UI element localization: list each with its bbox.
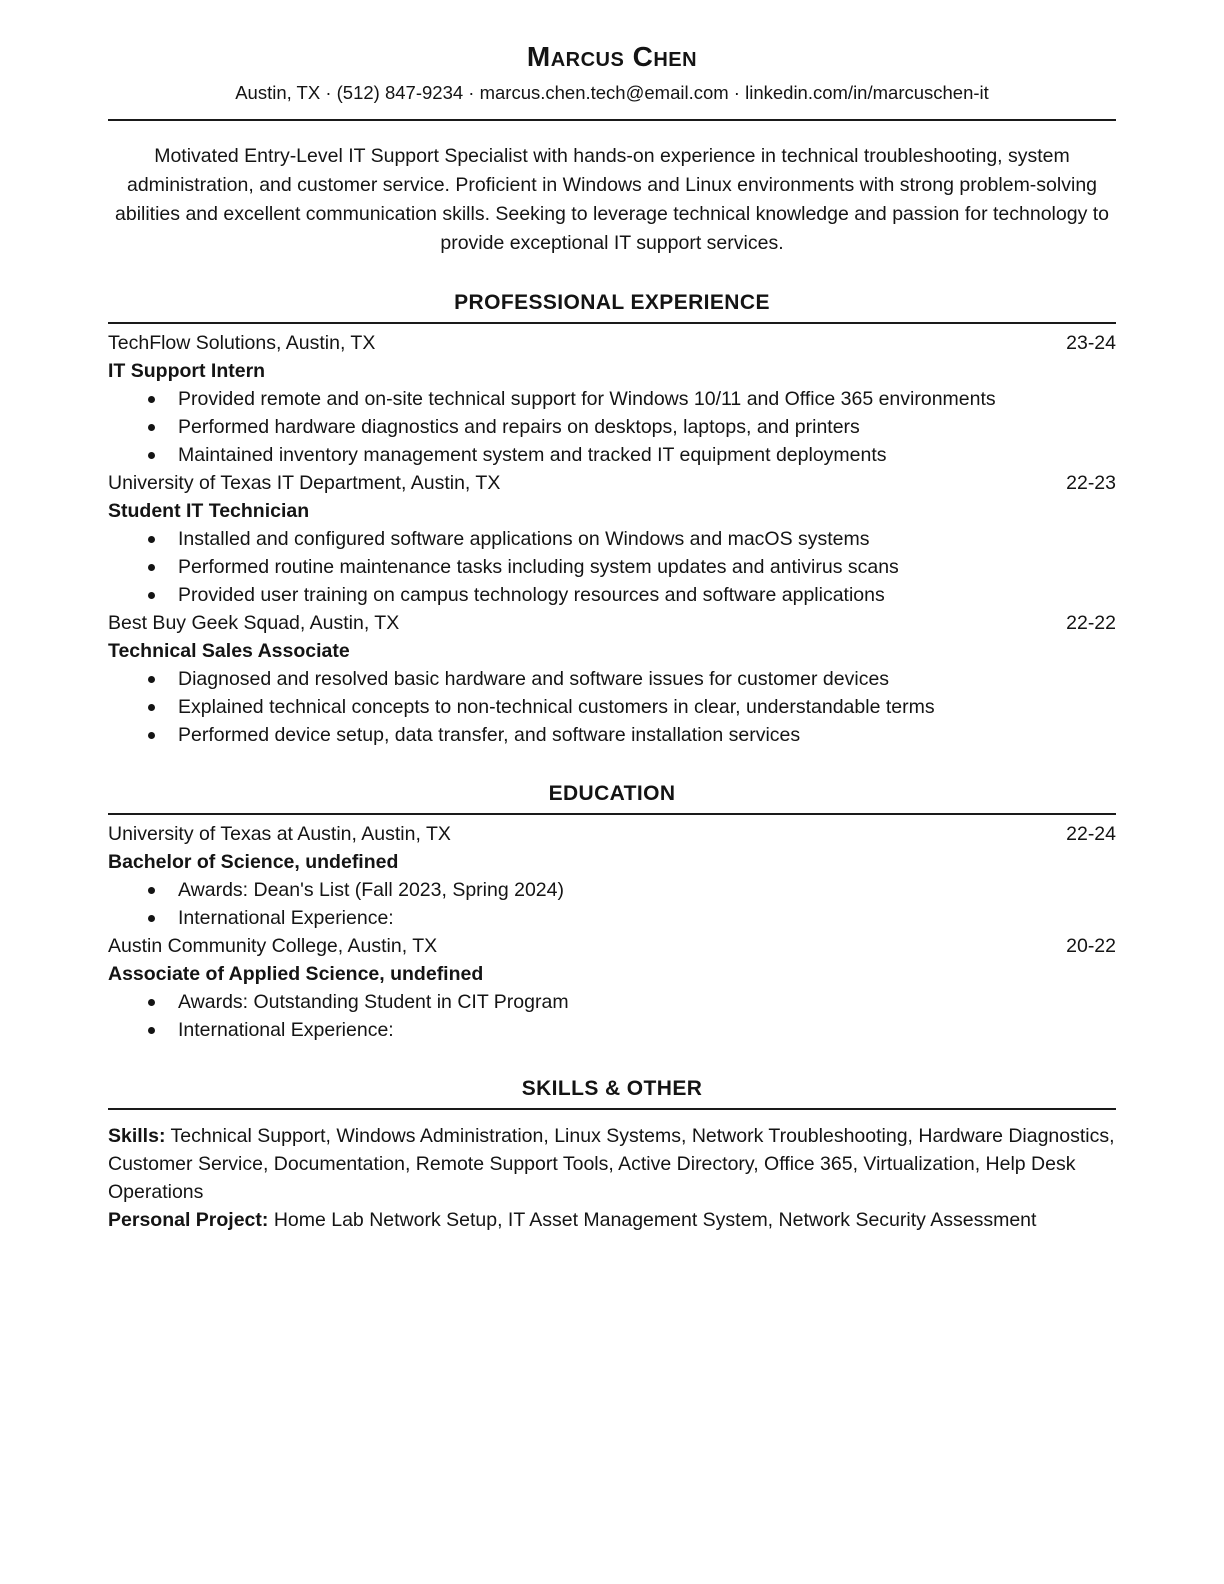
- bullet-item: Performed device setup, data transfer, and software installation services: [108, 721, 1116, 749]
- school-dates: 22-24: [1066, 823, 1116, 845]
- bullet-item: Awards: Dean's List (Fall 2023, Spring 2024): [108, 876, 1116, 904]
- job-header-row: [108, 329, 1116, 357]
- job-company: TechFlow Solutions, Austin, TX: [108, 332, 376, 354]
- school-bullet-list: [108, 988, 1116, 1044]
- job-header-row: [108, 469, 1116, 497]
- bullet-item: Installed and configured software applications on Windows and macOS systems: [108, 525, 1116, 553]
- bullet-item: International Experience:: [108, 1016, 1116, 1044]
- skills-heading: SKILLS & OTHER: [108, 1076, 1116, 1110]
- school-degree: Bachelor of Science, undefined: [108, 851, 399, 873]
- job-bullet-list: [108, 385, 1116, 469]
- job-dates: 22-23: [1066, 472, 1116, 494]
- bullet-item: Awards: Outstanding Student in CIT Program: [108, 988, 1116, 1016]
- job-company: Best Buy Geek Squad, Austin, TX: [108, 612, 400, 634]
- section-skills: [108, 1076, 1116, 1234]
- education-body: [108, 820, 1116, 1044]
- job-bullet-list: [108, 665, 1116, 749]
- section-experience: [108, 290, 1116, 749]
- candidate-name: Marcus Chen: [526, 41, 698, 72]
- bullet-item: Provided user training on campus technology resources and software applications: [108, 581, 1116, 609]
- job-role: Student IT Technician: [108, 500, 310, 522]
- school-entry: [108, 932, 1116, 1044]
- bullet-item: Performed routine maintenance tasks including system updates and antivirus scans: [108, 553, 1116, 581]
- bullet-item: Performed hardware diagnostics and repairs on desktops, laptops, and printers: [108, 413, 1116, 441]
- job-dates: 23-24: [1066, 332, 1116, 354]
- school-bullet-list: [108, 876, 1116, 932]
- school-dates: 20-22: [1066, 935, 1116, 957]
- skills-label: Skills:: [108, 1125, 166, 1147]
- personal-project-label: Personal Project:: [108, 1209, 269, 1231]
- school-name: University of Texas at Austin, Austin, TX: [108, 823, 451, 845]
- job-entry: [108, 469, 1116, 609]
- skills-text: Technical Support, Windows Administration, Linux Systems, Network Troubleshooting, Hardware Diagnostics, Customer Service, Documentation, Remote Support Tools, Active Directory, Office 365, Virtualization, Help Desk Operations: [108, 1125, 1115, 1203]
- education-heading: EDUCATION: [108, 781, 1116, 815]
- job-entry: [108, 609, 1116, 749]
- school-entry: [108, 820, 1116, 932]
- bullet-item: Diagnosed and resolved basic hardware and software issues for customer devices: [108, 665, 1116, 693]
- school-name: Austin Community College, Austin, TX: [108, 935, 438, 957]
- job-company: University of Texas IT Department, Austin, TX: [108, 472, 501, 494]
- job-header-row: [108, 609, 1116, 637]
- bullet-item: Maintained inventory management system and tracked IT equipment deployments: [108, 441, 1116, 469]
- job-role: Technical Sales Associate: [108, 640, 350, 662]
- contact-line: Austin, TX · (512) 847-9234 · marcus.chen.tech@email.com · linkedin.com/in/marcuschen-it: [235, 82, 989, 103]
- school-header-row: [108, 932, 1116, 960]
- bullet-item: International Experience:: [108, 904, 1116, 932]
- summary-paragraph: Motivated Entry-Level IT Support Specialist with hands-on experience in technical troubleshooting, system administration, and customer service. Proficient in Windows and Linux environments with strong problem-solving abilities and excellent communication skills. Seeking to leverage technical knowledge and passion for technology to provide exceptional IT support services.: [115, 145, 1109, 254]
- job-bullet-list: [108, 525, 1116, 609]
- personal-project-line: [108, 1206, 1116, 1234]
- bullet-item: Explained technical concepts to non-technical customers in clear, understandable terms: [108, 693, 1116, 721]
- bullet-item: Provided remote and on-site technical support for Windows 10/11 and Office 365 environments: [108, 385, 1116, 413]
- job-entry: [108, 329, 1116, 469]
- school-degree: Associate of Applied Science, undefined: [108, 963, 484, 985]
- experience-heading: PROFESSIONAL EXPERIENCE: [108, 290, 1116, 324]
- job-dates: 22-22: [1066, 612, 1116, 634]
- skills-body: [108, 1122, 1116, 1234]
- personal-project-text: Home Lab Network Setup, IT Asset Management System, Network Security Assessment: [273, 1209, 1037, 1231]
- header-divider: [108, 119, 1116, 121]
- experience-body: [108, 329, 1116, 749]
- section-education: [108, 781, 1116, 1044]
- school-header-row: [108, 820, 1116, 848]
- job-role: IT Support Intern: [108, 360, 266, 382]
- skills-line: [108, 1122, 1116, 1206]
